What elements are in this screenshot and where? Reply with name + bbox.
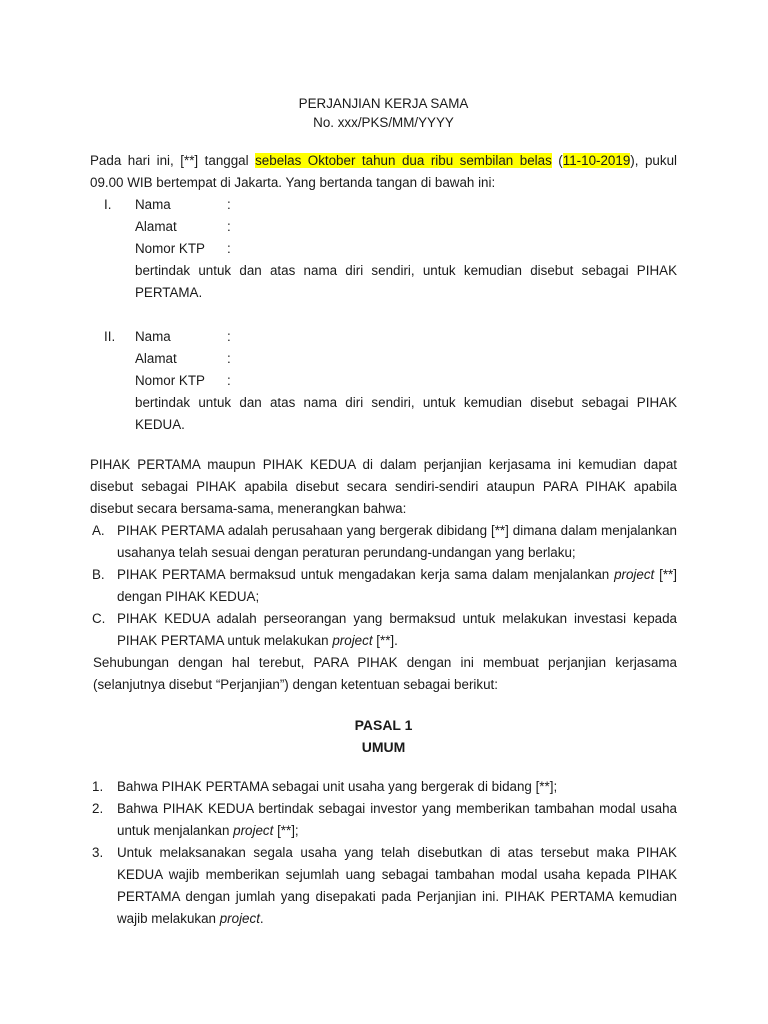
field-label: Nomor KTP (135, 373, 205, 388)
list-marker: 1. (92, 779, 104, 794)
recital-item-text: PIHAK PERTAMA adalah perusahaan yang bergerak dibidang [**] dimana dalam menjalankan usahanya telah sesuai dengan peraturan perundang-undangan yang berlaku; (117, 523, 677, 560)
field-label: Nama (135, 197, 171, 212)
field-separator: : (227, 351, 231, 366)
recital-item-text-end: [**]. (372, 633, 398, 648)
recital-item-a (90, 520, 677, 564)
document-header (90, 94, 677, 132)
document-title: PERJANJIAN KERJA SAMA (298, 96, 469, 111)
party-description: bertindak untuk dan atas nama diri sendiri, untuk kemudian disebut sebagai PIHAK KEDUA. (135, 395, 677, 432)
field-label: Nama (135, 329, 171, 344)
pasal-item-text-end: [**]; (273, 823, 299, 838)
recital-item-c (90, 608, 677, 652)
intro-text-3: ), pukul 09.00 WIB bertempat di Jakarta. Yang bertanda tangan di bawah ini: (90, 153, 677, 190)
party-two (90, 326, 677, 436)
recital-item-text-end: [**] dengan PIHAK KEDUA; (117, 567, 677, 604)
field-separator: : (227, 197, 231, 212)
list-marker: 2. (92, 801, 104, 816)
field-separator: : (227, 219, 231, 234)
field-label: Nomor KTP (135, 241, 205, 256)
recital-item-text: PIHAK KEDUA adalah perseorangan yang bermaksud untuk melakukan investasi kepada PIHAK PERTAMA untuk melakukan (117, 611, 677, 648)
party-number: II. (104, 329, 116, 344)
field-nomor-ktp (135, 370, 677, 392)
party-number: I. (104, 197, 112, 212)
field-label: Alamat (135, 351, 177, 366)
list-marker: 3. (92, 845, 104, 860)
field-label: Alamat (135, 219, 177, 234)
pasal-item-text: Bahwa PIHAK PERTAMA sebagai unit usaha yang bergerak di bidang [**]; (117, 779, 558, 794)
recital-item-b (90, 564, 677, 608)
field-nama (135, 194, 677, 216)
field-alamat (135, 216, 677, 238)
document-body (90, 94, 677, 930)
emphasis-project: project (233, 823, 274, 838)
intro-text-1: Pada hari ini, [**] tanggal (90, 153, 256, 168)
field-alamat (135, 348, 677, 370)
pasal-item-text-end: . (259, 911, 264, 926)
pasal-item-1 (90, 776, 677, 798)
document-number: No. xxx/PKS/MM/YYYY (313, 115, 454, 130)
list-marker: A. (92, 523, 105, 538)
list-marker: B. (92, 567, 105, 582)
pasal-subheading: UMUM (361, 739, 406, 755)
list-marker: C. (92, 611, 106, 626)
recital-intro: PIHAK PERTAMA maupun PIHAK KEDUA di dalam perjanjian kerjasama ini kemudian dapat disebut sebagai PIHAK apabila disebut secara sendiri-sendiri ataupun PARA PIHAK apabila disebut secara bersama-sama, menerangkan bahwa: (90, 457, 677, 516)
party-description: bertindak untuk dan atas nama diri sendiri, untuk kemudian disebut sebagai PIHAK PERTAMA. (135, 263, 677, 300)
field-nomor-ktp (135, 238, 677, 260)
party-one (90, 194, 677, 304)
pasal-item-text: Untuk melaksanakan segala usaha yang telah disebutkan di atas tersebut maka PIHAK KEDUA wajib memberikan sejumlah uang sebagai tambahan modal usaha kepada PIHAK PERTAMA dengan jumlah yang disepakati pada Perjanjian ini. PIHAK PERTAMA kemudian wajib melakukan (117, 845, 677, 926)
pasal-item-2 (90, 798, 677, 842)
highlighted-date-words: sebelas Oktober tahun dua ribu sembilan belas (255, 153, 552, 168)
emphasis-project: project (219, 911, 260, 926)
emphasis-project: project (332, 633, 373, 648)
field-separator: : (227, 241, 231, 256)
pasal-heading: PASAL 1 (354, 717, 413, 733)
field-separator: : (227, 373, 231, 388)
field-separator: : (227, 329, 231, 344)
emphasis-project: project (614, 567, 655, 582)
pasal-item-3 (90, 842, 677, 930)
intro-paragraph (90, 150, 677, 194)
field-nama (135, 326, 677, 348)
intro-text-2: ( (551, 153, 563, 168)
highlighted-date-number: 11-10-2019 (562, 153, 631, 168)
recital-closing: Sehubungan dengan hal terebut, PARA PIHAK dengan ini membuat perjanjian kerjasama (selanjutnya disebut “Perjanjian”) dengan ketentuan sebagai berikut: (93, 655, 677, 692)
recital-item-text: PIHAK PERTAMA bermaksud untuk mengadakan kerja sama dalam menjalankan (117, 567, 615, 582)
pasal-item-text: Bahwa PIHAK KEDUA bertindak sebagai investor yang memberikan tambahan modal usaha untuk menjalankan (117, 801, 677, 838)
